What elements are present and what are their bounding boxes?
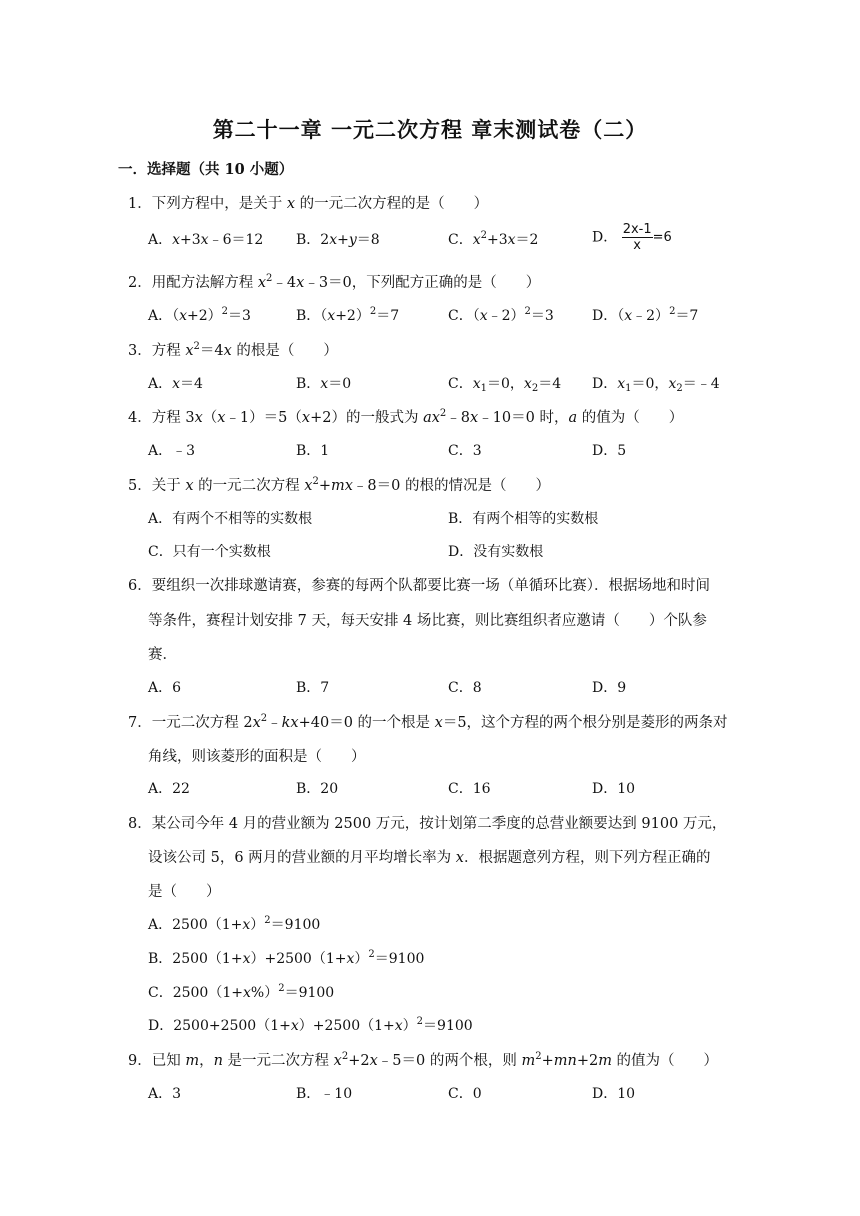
- question-1-option-c: C．$x^2+3x=2$: [448, 230, 539, 248]
- question-5-option-a: A．有两个不相等的实数根: [148, 511, 313, 527]
- question-1-option-d: D． $\frac{2x-1}{x}$ =6: [592, 222, 672, 253]
- question-4-option-c: C．3: [448, 443, 482, 459]
- question-8-line-2: 设该公司 5，6 两月的营业额的月平均增长率为 x．根据题意列方程，则下列方程正确的: [148, 850, 711, 866]
- question-6-line-2: 等条件，赛程计划安排 7 天，每天安排 4 场比赛，则比赛组织者应邀请（ ）个队参: [148, 613, 707, 629]
- question-7-option-a: A．22: [148, 781, 190, 797]
- question-6-line-3: 赛．: [148, 647, 177, 663]
- question-2-option-b: B．$(x+2)^2=7$: [296, 306, 400, 324]
- question-4-option-b: B．1: [296, 443, 330, 459]
- question-7-line-2: 角线，则该菱形的面积是（ ）: [148, 749, 366, 765]
- question-2-option-a: A．$(x+2)^2=3$: [148, 306, 251, 324]
- question-7-option-d: D．10: [592, 781, 636, 797]
- question-9-option-c: C．0: [448, 1086, 482, 1102]
- question-9-option-a: A．3: [148, 1086, 182, 1102]
- page-title: 第二十一章 一元二次方程 章末测试卷（二）: [212, 117, 648, 142]
- question-4-option-a: A．﹣3: [148, 443, 196, 459]
- question-6-option-a: A．6: [148, 680, 182, 696]
- question-5-option-b: B．有两个相等的实数根: [448, 511, 599, 527]
- question-2-stem: 2．用配方法解方程 $x^2﹣4x﹣3=0$，下列配方正确的是（ ）: [128, 273, 541, 291]
- question-7-option-b: B．20: [296, 781, 339, 797]
- question-5-stem: 5．关于 x 的一元二次方程 $x^2+mx﹣8=0$ 的根的情况是（ ）: [128, 476, 550, 494]
- question-8-option-b: B．$2500(1+x)+2500(1+x)^2=9100$: [148, 949, 425, 967]
- question-9-option-b: B．﹣10: [296, 1086, 353, 1102]
- question-3-option-c: C．$x_1=0$，$x_2=4$: [448, 376, 562, 394]
- question-7-option-c: C．16: [448, 781, 491, 797]
- question-3-option-b: B．x＝0: [296, 376, 352, 392]
- question-6-option-d: D．9: [592, 680, 627, 696]
- question-6-option-c: C．8: [448, 680, 482, 696]
- section-heading: 一．选择题（共 10 小题）: [118, 161, 294, 178]
- question-1-option-b: B．2x+y＝8: [296, 232, 380, 248]
- question-8-option-a: A．$2500(1+x)^2=9100$: [148, 915, 321, 933]
- question-4-stem: 4．方程 3x（x﹣1）＝5（x+2）的一般式为 $ax^2﹣8x﹣10=0$ 时，a 的值为（ ）: [128, 408, 684, 426]
- question-7-line-1: 7．一元二次方程 $2x^2﹣kx+40=0$ 的一个根是 x＝5，这个方程的两个根分别是菱形的两条对: [128, 713, 728, 731]
- fraction: $\frac{2x-1}{x}$: [622, 222, 652, 253]
- question-9-stem: 9．已知 m，n 是一元二次方程 $x^2+2x﹣5=0$ 的两个根，则 $m^2+mn+2m$ 的值为（ ）: [128, 1051, 719, 1069]
- question-9-option-d: D．10: [592, 1086, 636, 1102]
- question-2-option-d: D．（x﹣2）$^2$＝7: [592, 306, 699, 324]
- question-8-option-c: C．$2500(1+x\%)^2=9100$: [148, 983, 335, 1001]
- question-6-line-1: 6．要组织一次排球邀请赛，参赛的每两个队都要比赛一场（单循环比赛）．根据场地和时间: [128, 578, 710, 594]
- question-1-option-a: A．x+3x﹣6＝12: [148, 232, 264, 248]
- question-3-option-a: A．x＝4: [148, 376, 203, 392]
- question-8-line-3: 是（ ）: [148, 884, 221, 900]
- question-5-option-c: C．只有一个实数根: [148, 544, 271, 560]
- question-8-line-1: 8．某公司今年 4 月的营业额为 2500 万元，按计划第二季度的总营业额要达到 9100 万元，: [128, 816, 727, 832]
- question-2-option-c: C．（x﹣2）$^2$＝3: [448, 306, 554, 324]
- question-3-option-d: D．$x_1=0$，$x_2=﹣4$: [592, 376, 720, 394]
- question-3-stem: 3．方程 $x^2=4x$ 的根是（ ）: [128, 341, 338, 359]
- question-4-option-d: D．5: [592, 443, 627, 459]
- question-5-option-d: D．没有实数根: [448, 544, 544, 560]
- question-6-option-b: B．7: [296, 680, 330, 696]
- question-1-stem: 1．下列方程中，是关于 x 的一元二次方程的是（ ）: [128, 196, 489, 212]
- question-8-option-d: D．$2500+2500(1+x)+2500(1+x)^2=9100$: [148, 1016, 473, 1034]
